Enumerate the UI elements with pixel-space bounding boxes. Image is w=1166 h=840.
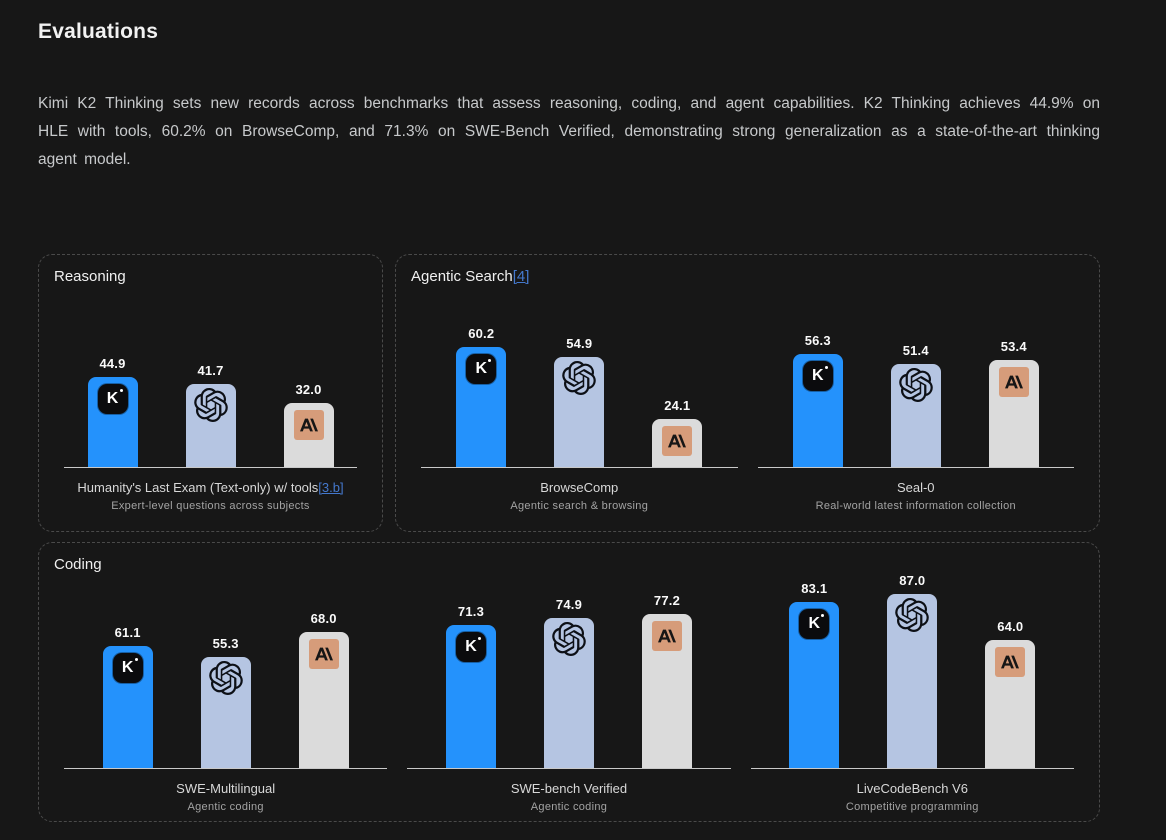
anthropic-logo-icon	[995, 647, 1025, 677]
benchmark-name	[62, 781, 389, 797]
bar-group-kimi	[793, 333, 843, 467]
bar-group-anthropic	[989, 339, 1039, 467]
bar-group-kimi	[446, 604, 496, 768]
bar-openai	[201, 657, 251, 768]
bar-kimi	[88, 377, 138, 467]
kimi-k-icon: K	[98, 384, 128, 414]
x-axis-line	[64, 768, 387, 769]
charts-row-bottom	[38, 542, 1100, 822]
bar-kimi	[456, 347, 506, 467]
panel-agentic-search-title	[411, 268, 1084, 285]
benchmark-subtitle: Agentic coding	[187, 801, 264, 813]
benchmark-name	[749, 781, 1076, 797]
bar-openai	[891, 364, 941, 467]
panel-title-text: Agentic Search	[411, 268, 513, 285]
bar-anthropic	[985, 640, 1035, 768]
bar-openai	[554, 357, 604, 467]
bar-kimi	[103, 646, 153, 768]
kimi-k-icon: K	[803, 361, 833, 391]
bar-group-kimi	[789, 581, 839, 768]
benchmark-name-text: Seal-0	[896, 480, 935, 495]
openai-logo-icon	[562, 361, 596, 395]
benchmark-name-text: Humanity's Last Exam (Text-only) w/ tools	[77, 480, 319, 495]
bars	[62, 356, 359, 467]
bar-group-openai	[554, 336, 604, 467]
openai-logo-icon	[209, 661, 243, 695]
kimi-k-icon: K	[466, 354, 496, 384]
bar-value-label: 32.0	[295, 382, 322, 397]
panel-agentic-charts	[411, 326, 1084, 513]
x-axis-line	[751, 768, 1074, 769]
bar-anthropic	[642, 614, 692, 768]
bar-group-openai	[887, 573, 937, 768]
bar-group-openai	[186, 363, 236, 467]
bar-value-label: 55.3	[212, 636, 239, 652]
bar-group-kimi	[456, 326, 506, 467]
benchmark-name	[62, 480, 359, 496]
benchmark-subtitle: Expert-level questions across subjects	[111, 500, 310, 512]
anthropic-logo-icon	[294, 410, 324, 440]
openai-logo-icon	[899, 368, 933, 402]
benchmark-subtitle: Agentic coding	[530, 801, 608, 813]
panel-title-text: Coding	[54, 556, 102, 573]
panel-agentic-search	[395, 254, 1100, 532]
chart-swe-bench-verified	[397, 573, 740, 814]
anthropic-logo-icon	[662, 426, 692, 456]
bar-kimi	[793, 354, 843, 467]
benchmark-subtitle: Agentic search & browsing	[510, 500, 649, 512]
benchmark-name	[405, 781, 732, 797]
panel-coding	[38, 542, 1100, 822]
x-axis-line	[758, 467, 1075, 468]
bar-group-openai	[201, 636, 251, 768]
bar-anthropic	[652, 419, 702, 467]
bar-openai	[887, 594, 937, 768]
benchmark-subtitle: Competitive programming	[845, 801, 979, 813]
bar-group-anthropic	[299, 611, 349, 768]
bar-value-label: 74.9	[555, 597, 583, 613]
bar-value-label: 41.7	[197, 362, 224, 378]
bar-group-kimi	[103, 625, 153, 768]
anthropic-logo-icon	[309, 639, 339, 669]
openai-logo-icon	[194, 388, 228, 422]
panel-reasoning-charts	[54, 356, 367, 513]
bar-value-label: 54.9	[566, 336, 593, 352]
x-axis-line	[407, 768, 730, 769]
chart-browsecomp	[411, 326, 748, 513]
x-axis-line	[64, 467, 357, 468]
bar-group-anthropic	[652, 398, 702, 467]
bar-value-label: 60.2	[468, 325, 495, 341]
openai-logo-icon	[895, 598, 929, 632]
bar-group-anthropic	[642, 593, 692, 768]
bars	[756, 333, 1077, 467]
panel-title-text: Reasoning	[54, 268, 126, 285]
benchmark-subtitle: Real-world latest information collection	[815, 500, 1016, 512]
bar-group-anthropic	[284, 382, 334, 467]
bars	[405, 593, 732, 768]
bar-value-label: 83.1	[801, 580, 828, 596]
panel-coding-title	[54, 556, 1084, 573]
bar-kimi	[446, 625, 496, 768]
footnote-link[interactable]: [3.b]	[318, 480, 344, 495]
bar-value-label: 53.4	[1000, 339, 1027, 355]
bar-group-kimi	[88, 356, 138, 467]
anthropic-logo-icon	[999, 367, 1029, 397]
bars	[62, 611, 389, 768]
charts-row-top	[38, 254, 1100, 532]
bar-openai	[186, 384, 236, 467]
bar-value-label: 61.1	[114, 624, 141, 640]
page-title: Evaluations	[38, 20, 159, 43]
bar-anthropic	[299, 632, 349, 768]
bars	[749, 573, 1076, 768]
openai-logo-icon	[552, 622, 586, 656]
footnote-link[interactable]: [4]	[512, 268, 530, 285]
kimi-k-icon: K	[799, 609, 829, 639]
bar-anthropic	[284, 403, 334, 467]
bar-value-label: 64.0	[997, 619, 1024, 634]
bar-value-label: 68.0	[310, 611, 337, 626]
kimi-k-icon: K	[113, 653, 143, 683]
bar-value-label: 77.2	[653, 592, 681, 608]
bar-openai	[544, 618, 594, 768]
benchmark-name-text: SWE-Multilingual	[176, 781, 276, 796]
intro-paragraph: Kimi K2 Thinking sets new records across benchmarks that assess reasoning, coding, and agent capabilities. K2 Thinking achieves 44.9% on HLE with tools, 60.2% on BrowseComp, and 71.3% on SWE-Bench Verified, demonstrating strong generalization as a state-of-the-art thinking agent model.	[38, 95, 1100, 168]
bar-kimi	[789, 602, 839, 768]
bar-value-label: 44.9	[99, 356, 126, 372]
anthropic-logo-icon	[652, 621, 682, 651]
bar-value-label: 24.1	[664, 397, 691, 413]
bar-value-label: 51.4	[902, 343, 929, 359]
benchmark-name-text: LiveCodeBench V6	[856, 781, 968, 796]
benchmark-name	[756, 480, 1077, 496]
benchmark-name-text: SWE-bench Verified	[510, 781, 628, 796]
panel-coding-charts	[54, 573, 1084, 814]
chart-seal-0	[748, 326, 1085, 513]
kimi-k-icon: K	[456, 632, 486, 662]
panel-reasoning-title	[54, 268, 367, 285]
bar-anthropic	[989, 360, 1039, 467]
charts-area	[38, 254, 1100, 822]
chart-livecodebench-v6	[741, 573, 1084, 814]
bar-group-openai	[544, 597, 594, 768]
panel-reasoning	[38, 254, 383, 532]
bar-value-label: 71.3	[457, 604, 485, 620]
bar-value-label: 56.3	[804, 333, 831, 349]
bar-value-label: 87.0	[899, 573, 926, 588]
bars	[419, 326, 740, 467]
benchmark-name-text: BrowseComp	[540, 480, 619, 495]
bar-group-anthropic	[985, 619, 1035, 768]
benchmark-name	[419, 480, 740, 496]
x-axis-line	[421, 467, 738, 468]
bar-group-openai	[891, 343, 941, 467]
chart-humanitys-last-exam	[54, 356, 367, 513]
chart-swe-multilingual	[54, 573, 397, 814]
